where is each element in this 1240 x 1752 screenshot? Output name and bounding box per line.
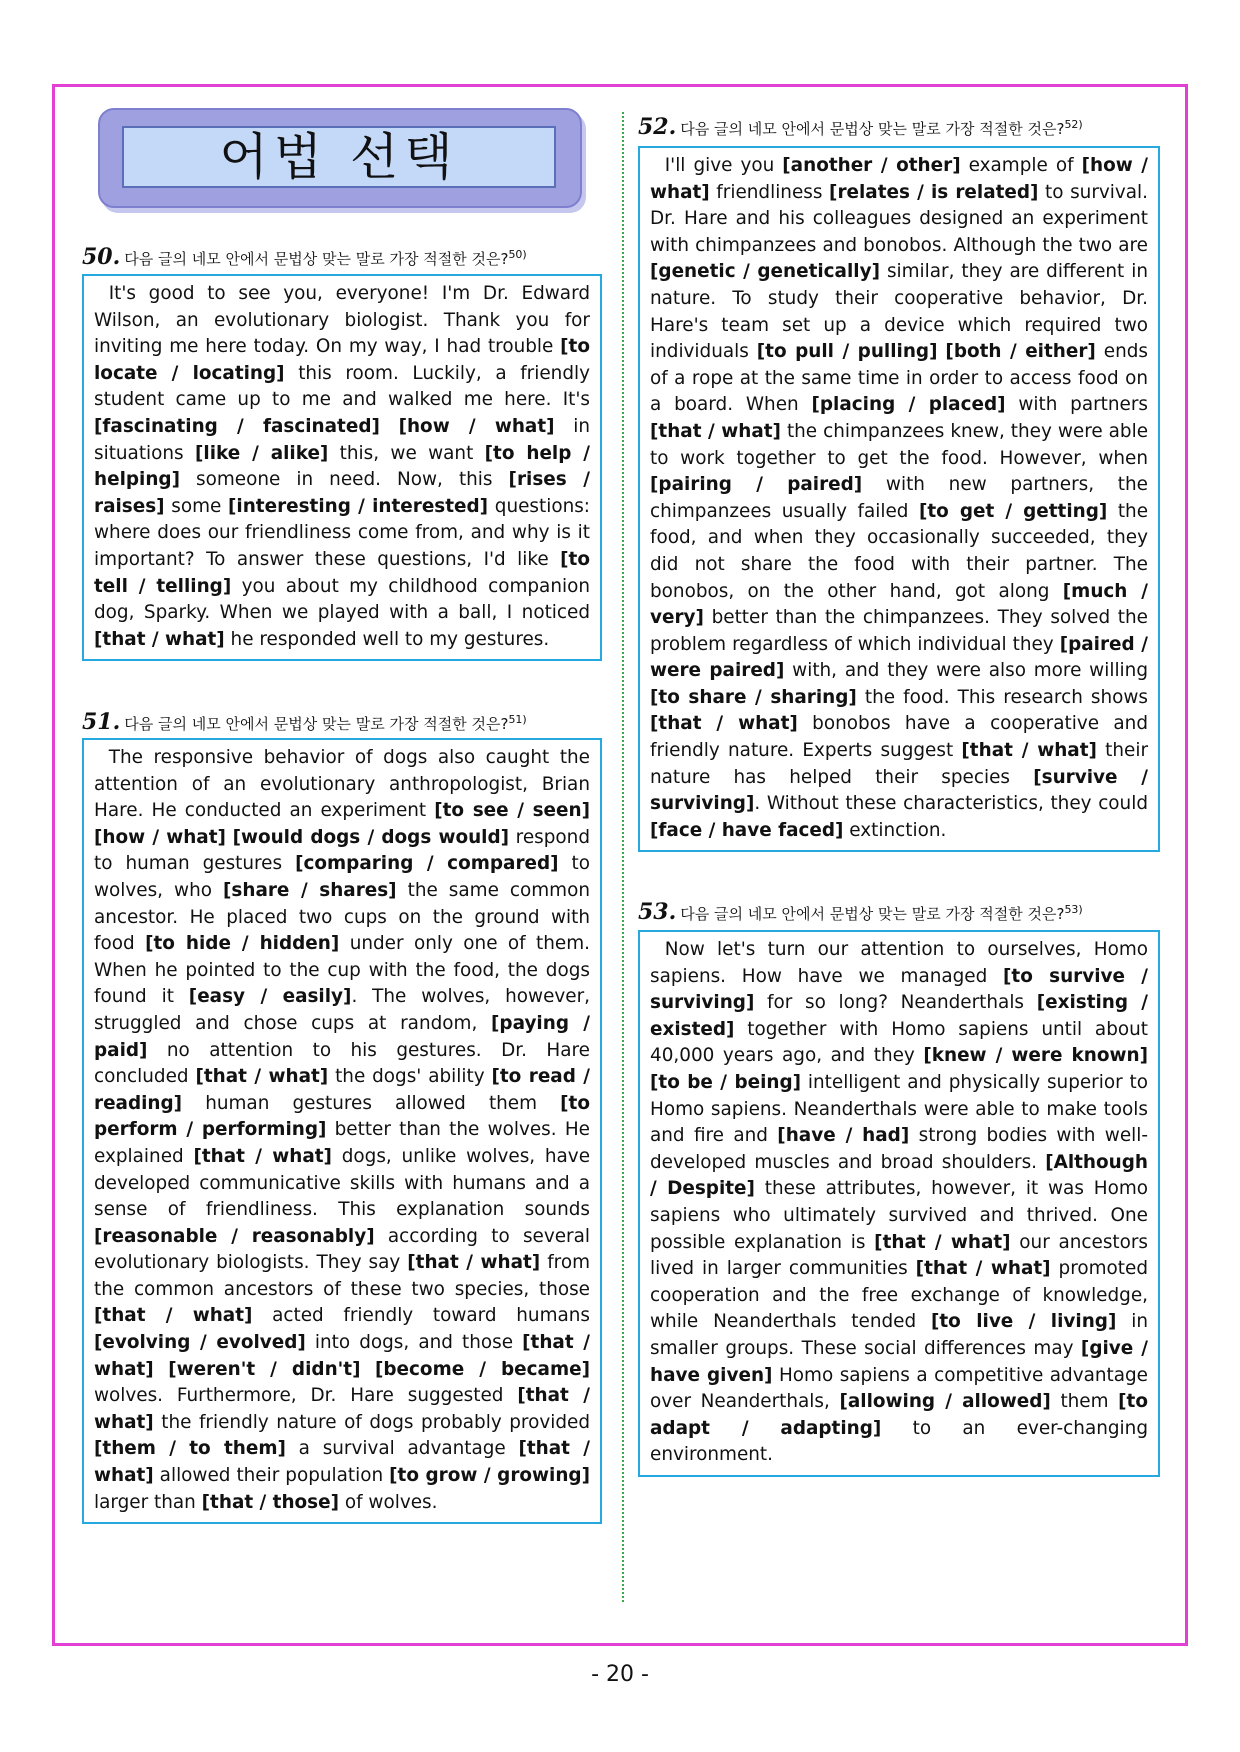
choice-bracket: [both / either]	[945, 341, 1096, 363]
choice-bracket: [Although / Despite]	[650, 1151, 1148, 1200]
passage-segment: for so long? Neanderthals	[754, 992, 1037, 1014]
passage-segment: the dogs' ability	[328, 1066, 492, 1088]
choice-bracket: [how / what]	[94, 826, 226, 848]
passage-segment: larger than	[94, 1491, 202, 1513]
choice-bracket: [that / what]	[874, 1231, 1011, 1253]
choice-bracket: [allowing / allowed]	[839, 1391, 1051, 1413]
question-53-header	[638, 899, 1083, 925]
choice-bracket: [how / what]	[650, 155, 1149, 203]
passage-segment: promoted cooperation and the free exchange of knowledge, while Neanderthals tended	[650, 1258, 1148, 1333]
passage-segment: no attention to his gestures. Dr. Hare concluded	[94, 1039, 590, 1088]
choice-bracket: [to see / seen]	[434, 800, 590, 822]
passage-segment: allowed their population	[153, 1465, 390, 1487]
passage-segment: better than the chimpanzees. They solved the problem regardless of which individual they	[650, 607, 1148, 655]
choice-bracket: [reasonable / reasonably]	[94, 1225, 375, 1247]
choice-bracket: [to share / sharing]	[650, 686, 857, 708]
passage-segment: I'll give you	[664, 155, 783, 176]
question-50-header	[82, 244, 527, 270]
passage-segment: our ancestors lived in larger communities	[650, 1231, 1149, 1280]
choice-bracket: [that / what]	[94, 1332, 590, 1380]
passage-segment: . The wolves, however, struggled and chose cups at random,	[94, 986, 591, 1034]
footnote-ref: 52)	[1064, 118, 1083, 131]
choice-bracket: [comparing / compared]	[295, 853, 559, 875]
passage-53-text	[650, 937, 1148, 1469]
question-instruction: 다음 글의 네모 안에서 문법상 맞는 말로 가장 적절한 것은?	[124, 715, 509, 733]
choice-bracket: [fascinating / fascinated]	[94, 415, 380, 437]
choice-bracket: [become / became]	[374, 1358, 590, 1380]
passage-segment: the same common ancestor. He placed two cups on the ground with food	[94, 879, 590, 955]
passage-segment: example of	[960, 155, 1082, 176]
choice-bracket: [have / had]	[777, 1125, 910, 1147]
passage-segment: Now let's turn our attention to ourselves, Homo sapiens. How have we managed	[650, 939, 1148, 987]
passage-52-text	[650, 153, 1148, 844]
passage-segment: human gestures allowed them	[182, 1092, 561, 1114]
choice-bracket: [paired / were paired]	[650, 633, 1148, 682]
choice-bracket: [existing / existed]	[650, 992, 1148, 1040]
passage-segment: The responsive behavior of dogs also caught the attention of an evolutionary anthropologist, Brian Hare. He conducted an experiment	[94, 747, 590, 822]
choice-bracket: [knew / were known]	[923, 1045, 1148, 1067]
choice-bracket: [to pull / pulling]	[756, 341, 938, 363]
choice-bracket: [that / what]	[961, 740, 1097, 762]
choice-bracket: [to adapt / adapting]	[650, 1391, 1148, 1439]
passage-segment: the food. This research shows	[856, 686, 1149, 708]
passage-segment: the food, and when they occasionally succeeded, they did not share the food with their partner. The bonobos, on the other hand, got along	[650, 500, 1149, 602]
section-title-plate	[122, 126, 556, 188]
passage-segment: this, we want	[328, 442, 485, 464]
choice-bracket: [placing / placed]	[811, 394, 1006, 416]
passage-segment: to an ever-changing environment.	[650, 1417, 1148, 1466]
choice-bracket: [relates / is related]	[829, 181, 1039, 203]
choice-bracket: [to perform / performing]	[94, 1092, 590, 1141]
passage-segment: in situations	[94, 415, 590, 464]
choice-bracket: [that / what]	[650, 420, 781, 442]
choice-bracket: [that / what]	[94, 1438, 590, 1487]
choice-bracket: [that / those]	[201, 1491, 340, 1513]
choice-bracket: [face / have faced]	[650, 819, 844, 841]
choice-bracket: [to hide / hidden]	[145, 933, 340, 955]
passage-50-text	[94, 281, 590, 653]
choice-bracket: [that / what]	[94, 628, 225, 650]
passage-segment: to wolves, who	[94, 853, 591, 901]
question-number: 50.	[82, 244, 121, 270]
choice-bracket: [that / what]	[94, 1385, 590, 1433]
choice-bracket: [that / what]	[195, 1066, 329, 1088]
passage-segment: someone in need. Now, this	[180, 469, 509, 491]
question-number: 51.	[82, 709, 121, 735]
passage-segment: you about my childhood companion dog, Sparky. When we played with a ball, I noticed	[94, 575, 590, 624]
choice-bracket: [like / alike]	[194, 442, 329, 464]
passage-segment	[226, 827, 233, 848]
question-51-header	[82, 709, 527, 735]
choice-bracket: [that / what]	[94, 1305, 253, 1327]
passage-segment: better than the wolves. He explained	[94, 1119, 590, 1167]
choice-bracket: [another / other]	[782, 155, 961, 176]
passage-segment: a survival advantage	[285, 1438, 519, 1460]
question-52-header	[638, 114, 1083, 140]
passage-segment: the chimpanzees knew, they were able to work together to get the food. However, when	[650, 420, 1149, 469]
passage-segment: from the common ancestors of these two species, those	[94, 1252, 590, 1300]
choice-bracket: [survive / surviving]	[650, 766, 1149, 815]
choice-bracket: [that / what]	[650, 713, 798, 735]
passage-53-box	[638, 930, 1160, 1477]
passage-segment: together with Homo sapiens until about 40,000 years ago, and they	[650, 1018, 1148, 1067]
choice-bracket: [to be / being]	[650, 1071, 802, 1093]
passage-51-box	[82, 738, 602, 1524]
passage-segment: in smaller groups. These social differences may	[650, 1311, 1148, 1359]
choice-bracket: [paying / paid]	[94, 1012, 590, 1061]
passage-segment: bonobos have a cooperative and friendly nature. Experts suggest	[650, 713, 1149, 762]
passage-segment: to survival. Dr. Hare and his colleagues designed an experiment with chimpanzees and bonobos. Although the two are	[650, 181, 1148, 256]
question-number: 52.	[638, 114, 677, 140]
passage-segment: dogs, unlike wolves, have developed communicative skills with humans and a sense of friendliness. This explanation sounds	[94, 1145, 591, 1221]
passage-segment: wolves. Furthermore, Dr. Hare suggested	[94, 1385, 518, 1407]
page-number: - 20 -	[591, 1662, 649, 1687]
passage-segment: respond to human gestures	[94, 826, 590, 875]
choice-bracket: [evolving / evolved]	[94, 1332, 306, 1354]
passage-segment: It's good to see you, everyone! I'm Dr. Edward Wilson, an evolutionary biologist. Thank you for inviting me here today. On my way, I had trouble	[94, 283, 590, 358]
choice-bracket: [give / have given]	[650, 1337, 1148, 1386]
passage-segment: . Without these characteristics, they could	[754, 793, 1148, 815]
passage-segment: with new partners, the chimpanzees usually failed	[650, 474, 1148, 522]
passage-segment: intelligent and physically superior to Homo sapiens. Neanderthals were able to make tools and fire and	[650, 1071, 1148, 1147]
choice-bracket: [to read / reading]	[94, 1066, 591, 1114]
question-instruction: 다음 글의 네모 안에서 문법상 맞는 말로 가장 적절한 것은?	[680, 120, 1065, 138]
passage-segment: according to several evolutionary biologists. They say	[94, 1225, 590, 1274]
passage-segment: with, and they were also more willing	[784, 660, 1148, 682]
choice-bracket: [that / what]	[407, 1252, 541, 1274]
footnote-ref: 53)	[1064, 903, 1083, 916]
choice-bracket: [them / to them]	[94, 1438, 286, 1460]
choice-bracket: [to live / living]	[930, 1311, 1117, 1333]
passage-segment: similar, they are different in nature. To study their cooperative behavior, Dr. Hare's team set up a device which required two individuals	[650, 261, 1148, 363]
passage-segment: strong bodies with well-developed muscles and broad shoulders.	[650, 1125, 1149, 1173]
passage-segment: these attributes, however, it was Homo sapiens who ultimately survived and thrived. One possible explanation is	[650, 1178, 1148, 1253]
passage-segment: them	[1050, 1391, 1119, 1413]
passage-segment	[380, 416, 399, 437]
passage-50-box	[82, 274, 602, 661]
choice-bracket: [interesting / interested]	[228, 495, 489, 517]
column-divider	[622, 112, 624, 1602]
choice-bracket: [much / very]	[650, 580, 1149, 629]
passage-segment: this room. Luckily, a friendly student came up to me and walked me here. It's	[94, 362, 590, 411]
choice-bracket: [pairing / paired]	[650, 474, 863, 496]
passage-segment: under only one of them. When he pointed to the cup with the food, the dogs found it	[94, 933, 591, 1008]
passage-segment: friendliness	[709, 181, 830, 203]
passage-segment	[154, 1359, 169, 1380]
section-title: 어법 선택	[219, 128, 459, 186]
passage-segment: into dogs, and those	[305, 1332, 523, 1354]
section-title-banner	[98, 108, 582, 208]
question-number: 53.	[638, 899, 677, 925]
passage-segment: ends of a rope at the same time in order to access food on a board. When	[650, 341, 1148, 416]
passage-segment: of wolves.	[339, 1491, 438, 1513]
choice-bracket: [to help / helping]	[94, 442, 590, 491]
footnote-ref: 51)	[508, 713, 527, 726]
choice-bracket: [how / what]	[398, 415, 555, 437]
choice-bracket: [to grow / growing]	[389, 1465, 590, 1487]
choice-bracket: [to tell / telling]	[94, 548, 590, 597]
question-instruction: 다음 글의 네모 안에서 문법상 맞는 말로 가장 적절한 것은?	[680, 905, 1065, 923]
passage-segment: some	[164, 495, 228, 517]
footnote-ref: 50)	[508, 248, 527, 261]
passage-segment: their nature has helped their species	[650, 740, 1149, 788]
choice-bracket: [to survive / surviving]	[650, 965, 1149, 1014]
choice-bracket: [easy / easily]	[188, 986, 352, 1008]
passage-52-box	[638, 146, 1160, 852]
passage-segment: Homo sapiens a competitive advantage over Neanderthals,	[650, 1364, 1148, 1413]
passage-segment: the friendly nature of dogs probably provided	[153, 1411, 590, 1433]
passage-segment: extinction.	[843, 819, 947, 841]
choice-bracket: [to locate / locating]	[94, 336, 590, 384]
choice-bracket: [genetic / genetically]	[650, 261, 880, 283]
choice-bracket: [that / what]	[193, 1145, 332, 1167]
passage-segment: questions: where does our friendliness come from, and why is it important? To answer these questions, I'd like	[94, 495, 591, 570]
choice-bracket: [weren't / didn't]	[168, 1358, 361, 1380]
passage-segment: acted friendly toward humans	[252, 1305, 591, 1327]
passage-segment: he responded well to my gestures.	[224, 628, 550, 650]
choice-bracket: [share / shares]	[223, 879, 397, 901]
choice-bracket: [rises / raises]	[94, 469, 591, 517]
passage-51-text	[94, 745, 590, 1516]
passage-segment	[360, 1359, 375, 1380]
choice-bracket: [to get / getting]	[918, 500, 1108, 522]
choice-bracket: [would dogs / dogs would]	[232, 826, 510, 848]
passage-segment: with partners	[1005, 394, 1148, 416]
choice-bracket: [that / what]	[915, 1258, 1051, 1280]
question-instruction: 다음 글의 네모 안에서 문법상 맞는 말로 가장 적절한 것은?	[124, 250, 509, 268]
